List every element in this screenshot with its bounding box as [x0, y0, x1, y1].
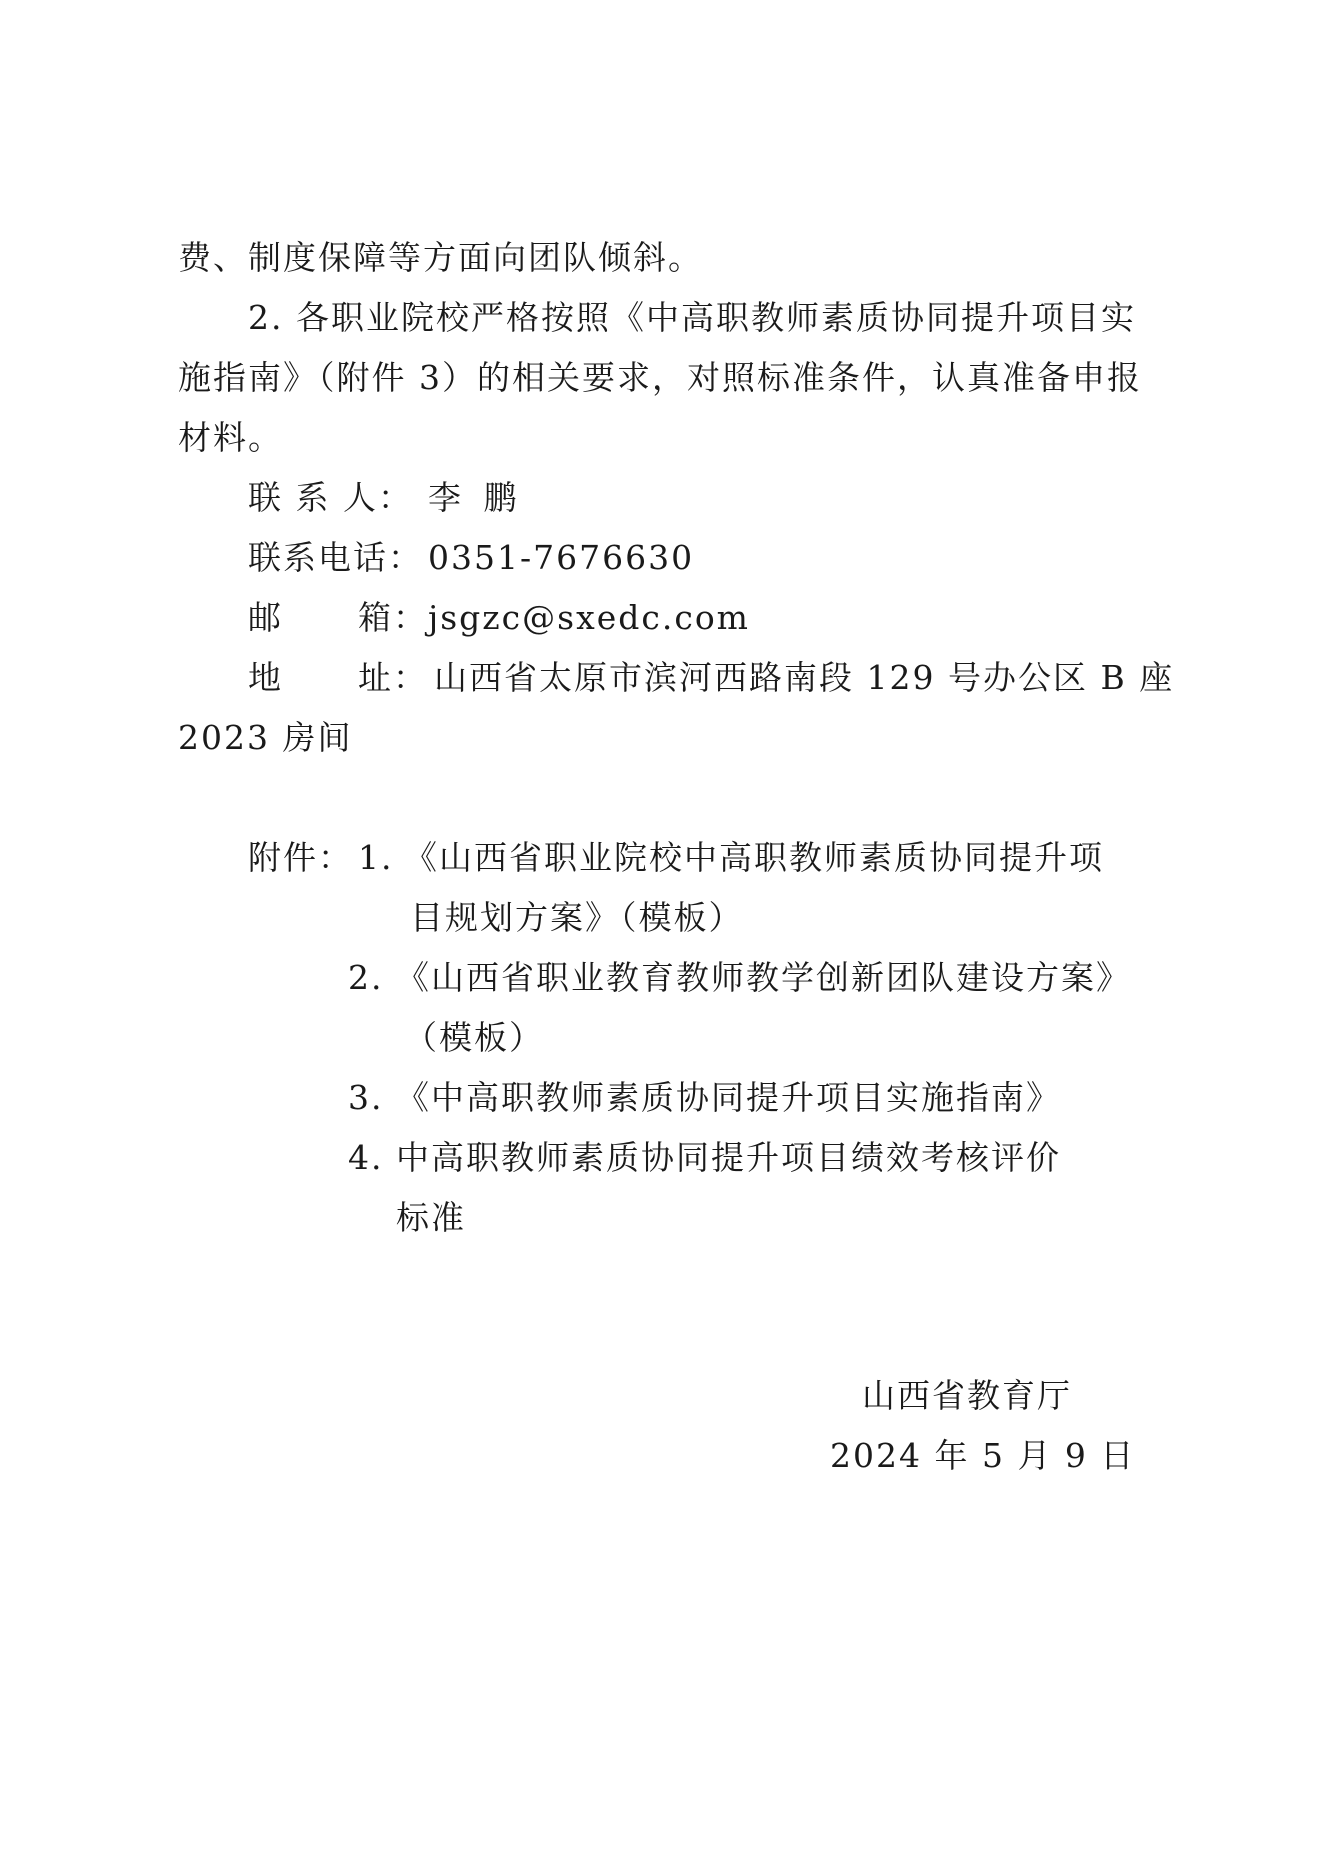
attachment-1-line-1: 《山西省职业院校中高职教师素质协同提升项: [404, 838, 1104, 877]
attachment-1-number: 1.: [358, 838, 394, 877]
contact-person-value: 李 鹏: [428, 478, 523, 517]
paragraph-1-tail: 费、制度保障等方面向团队倾斜。: [178, 238, 703, 277]
contact-person-label: 联 系 人：: [248, 478, 413, 517]
attachment-4-line-1: 中高职教师素质协同提升项目绩效考核评价: [396, 1138, 1061, 1177]
contact-address-label-right: 址：: [358, 658, 428, 697]
issuing-organization: 山西省教育厅: [862, 1376, 1072, 1415]
attachment-4-number: 4.: [348, 1138, 384, 1177]
attachment-2-line-2: （模板）: [404, 1018, 544, 1057]
attachment-4-line-2: 标准: [396, 1198, 466, 1237]
contact-email-label-left: 邮: [248, 598, 283, 637]
attachment-1-line-2: 目规划方案》（模板）: [410, 898, 744, 937]
paragraph-2-line-3: 材料。: [178, 418, 283, 457]
paragraph-2-line-1: 2. 各职业院校严格按照《中高职教师素质协同提升项目实: [248, 298, 1136, 337]
contact-address-value-line-1: 山西省太原市滨河西路南段 129 号办公区 B 座: [434, 658, 1175, 697]
paragraph-2-line-2: 施指南》（附件 3）的相关要求，对照标准条件，认真准备申报: [178, 358, 1142, 397]
attachments-label: 附件：: [248, 838, 353, 877]
contact-phone-value: 0351-7676630: [428, 538, 695, 577]
issue-date: 2024 年 5 月 9 日: [830, 1436, 1136, 1475]
contact-email-value: jsgzc@sxedc.com: [428, 598, 750, 637]
attachment-3-number: 3.: [348, 1078, 384, 1117]
attachment-2-line-1: 《山西省职业教育教师教学创新团队建设方案》: [396, 958, 1131, 997]
attachment-3-line-1: 《中高职教师素质协同提升项目实施指南》: [396, 1078, 1061, 1117]
contact-address-label-left: 地: [248, 658, 283, 697]
contact-address-value-line-2: 2023 房间: [178, 718, 353, 757]
attachment-2-number: 2.: [348, 958, 384, 997]
contact-phone-label: 联系电话：: [248, 538, 423, 577]
contact-email-label-right: 箱：: [358, 598, 428, 637]
